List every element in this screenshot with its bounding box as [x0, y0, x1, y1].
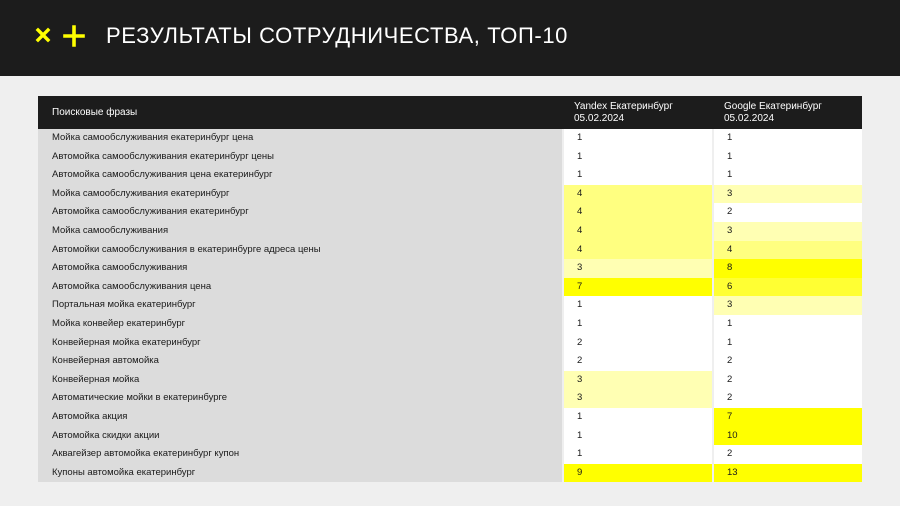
google-position-cell: 13: [712, 464, 862, 483]
table-row: [38, 222, 862, 241]
column-header-google-label: Google Екатеринбург: [724, 100, 822, 112]
logo-icon: [34, 24, 86, 52]
table-row: [38, 445, 862, 464]
table-row: [38, 166, 862, 185]
table-row: [38, 389, 862, 408]
table-row: [38, 148, 862, 167]
table-row: [38, 203, 862, 222]
phrase-cell: Мойка конвейер екатеринбург: [38, 315, 562, 334]
yandex-position-cell: 1: [562, 408, 712, 427]
column-header-yandex-date: 05.02.2024: [574, 112, 625, 124]
phrase-cell: Мойка самообслуживания екатеринбург: [38, 185, 562, 204]
column-header-yandex-label: Yandex Екатеринбург: [574, 100, 673, 112]
table-row: [38, 241, 862, 260]
yandex-position-cell: 4: [562, 222, 712, 241]
google-position-cell: 1: [712, 334, 862, 353]
table-row: [38, 371, 862, 390]
phrase-cell: Автомойки самообслуживания в екатеринбурге адреса цены: [38, 241, 562, 260]
table-row: [38, 427, 862, 446]
google-position-cell: 4: [712, 241, 862, 260]
column-header-phrases: [38, 96, 562, 129]
google-position-cell: 8: [712, 259, 862, 278]
google-position-cell: 3: [712, 296, 862, 315]
phrase-cell: Автоматические мойки в екатеринбурге: [38, 389, 562, 408]
phrase-cell: Портальная мойка екатеринбург: [38, 296, 562, 315]
table-row: [38, 352, 862, 371]
phrase-cell: Автомойка самообслуживания екатеринбург цены: [38, 148, 562, 167]
yandex-position-cell: 1: [562, 315, 712, 334]
yandex-position-cell: 7: [562, 278, 712, 297]
phrase-cell: Автомойка самообслуживания цена: [38, 278, 562, 297]
google-position-cell: 1: [712, 166, 862, 185]
yandex-position-cell: 3: [562, 259, 712, 278]
google-position-cell: 2: [712, 371, 862, 390]
google-position-cell: 1: [712, 129, 862, 148]
table-header: [38, 96, 862, 129]
phrase-cell: Мойка самообслуживания екатеринбург цена: [38, 129, 562, 148]
phrase-cell: Мойка самообслуживания: [38, 222, 562, 241]
yandex-position-cell: 1: [562, 148, 712, 167]
page-title: РЕЗУЛЬТАТЫ СОТРУДНИЧЕСТВА, ТОП-10: [106, 23, 568, 48]
yandex-position-cell: 4: [562, 241, 712, 260]
yandex-position-cell: 4: [562, 185, 712, 204]
yandex-position-cell: 3: [562, 371, 712, 390]
column-header-yandex: [562, 96, 712, 129]
table-row: [38, 278, 862, 297]
yandex-position-cell: 1: [562, 296, 712, 315]
table-row: [38, 259, 862, 278]
phrase-cell: Конвейерная автомойка: [38, 352, 562, 371]
phrase-cell: Автомойка самообслуживания екатеринбург: [38, 203, 562, 222]
phrase-cell: Конвейерная мойка екатеринбург: [38, 334, 562, 353]
column-header-google: [712, 96, 862, 129]
table-row: [38, 129, 862, 148]
google-position-cell: 1: [712, 148, 862, 167]
phrase-cell: Автомойка скидки акции: [38, 427, 562, 446]
yandex-position-cell: 3: [562, 389, 712, 408]
table-row: [38, 334, 862, 353]
google-position-cell: 2: [712, 445, 862, 464]
google-position-cell: 6: [712, 278, 862, 297]
google-position-cell: 7: [712, 408, 862, 427]
column-header-phrases-label: Поисковые фразы: [52, 106, 138, 118]
google-position-cell: 10: [712, 427, 862, 446]
table-row: [38, 408, 862, 427]
phrase-cell: Конвейерная мойка: [38, 371, 562, 390]
table-body: [38, 129, 862, 482]
table-row: [38, 315, 862, 334]
yandex-position-cell: 1: [562, 427, 712, 446]
phrase-cell: Автомойка самообслуживания цена екатеринбург: [38, 166, 562, 185]
phrase-cell: Автомойка акция: [38, 408, 562, 427]
table-row: [38, 296, 862, 315]
yandex-position-cell: 1: [562, 166, 712, 185]
google-position-cell: 1: [712, 315, 862, 334]
table-row: [38, 464, 862, 483]
yandex-position-cell: 1: [562, 129, 712, 148]
table-row: [38, 185, 862, 204]
phrase-cell: Аквагейзер автомойка екатеринбург купон: [38, 445, 562, 464]
yandex-position-cell: 2: [562, 334, 712, 353]
google-position-cell: 3: [712, 185, 862, 204]
google-position-cell: 3: [712, 222, 862, 241]
google-position-cell: 2: [712, 389, 862, 408]
header-bar: [0, 0, 900, 76]
yandex-position-cell: 2: [562, 352, 712, 371]
results-table: [38, 96, 862, 482]
phrase-cell: Автомойка самообслуживания: [38, 259, 562, 278]
google-position-cell: 2: [712, 352, 862, 371]
column-header-google-date: 05.02.2024: [724, 112, 775, 124]
yandex-position-cell: 1: [562, 445, 712, 464]
yandex-position-cell: 4: [562, 203, 712, 222]
phrase-cell: Купоны автомойка екатеринбург: [38, 464, 562, 483]
google-position-cell: 2: [712, 203, 862, 222]
yandex-position-cell: 9: [562, 464, 712, 483]
